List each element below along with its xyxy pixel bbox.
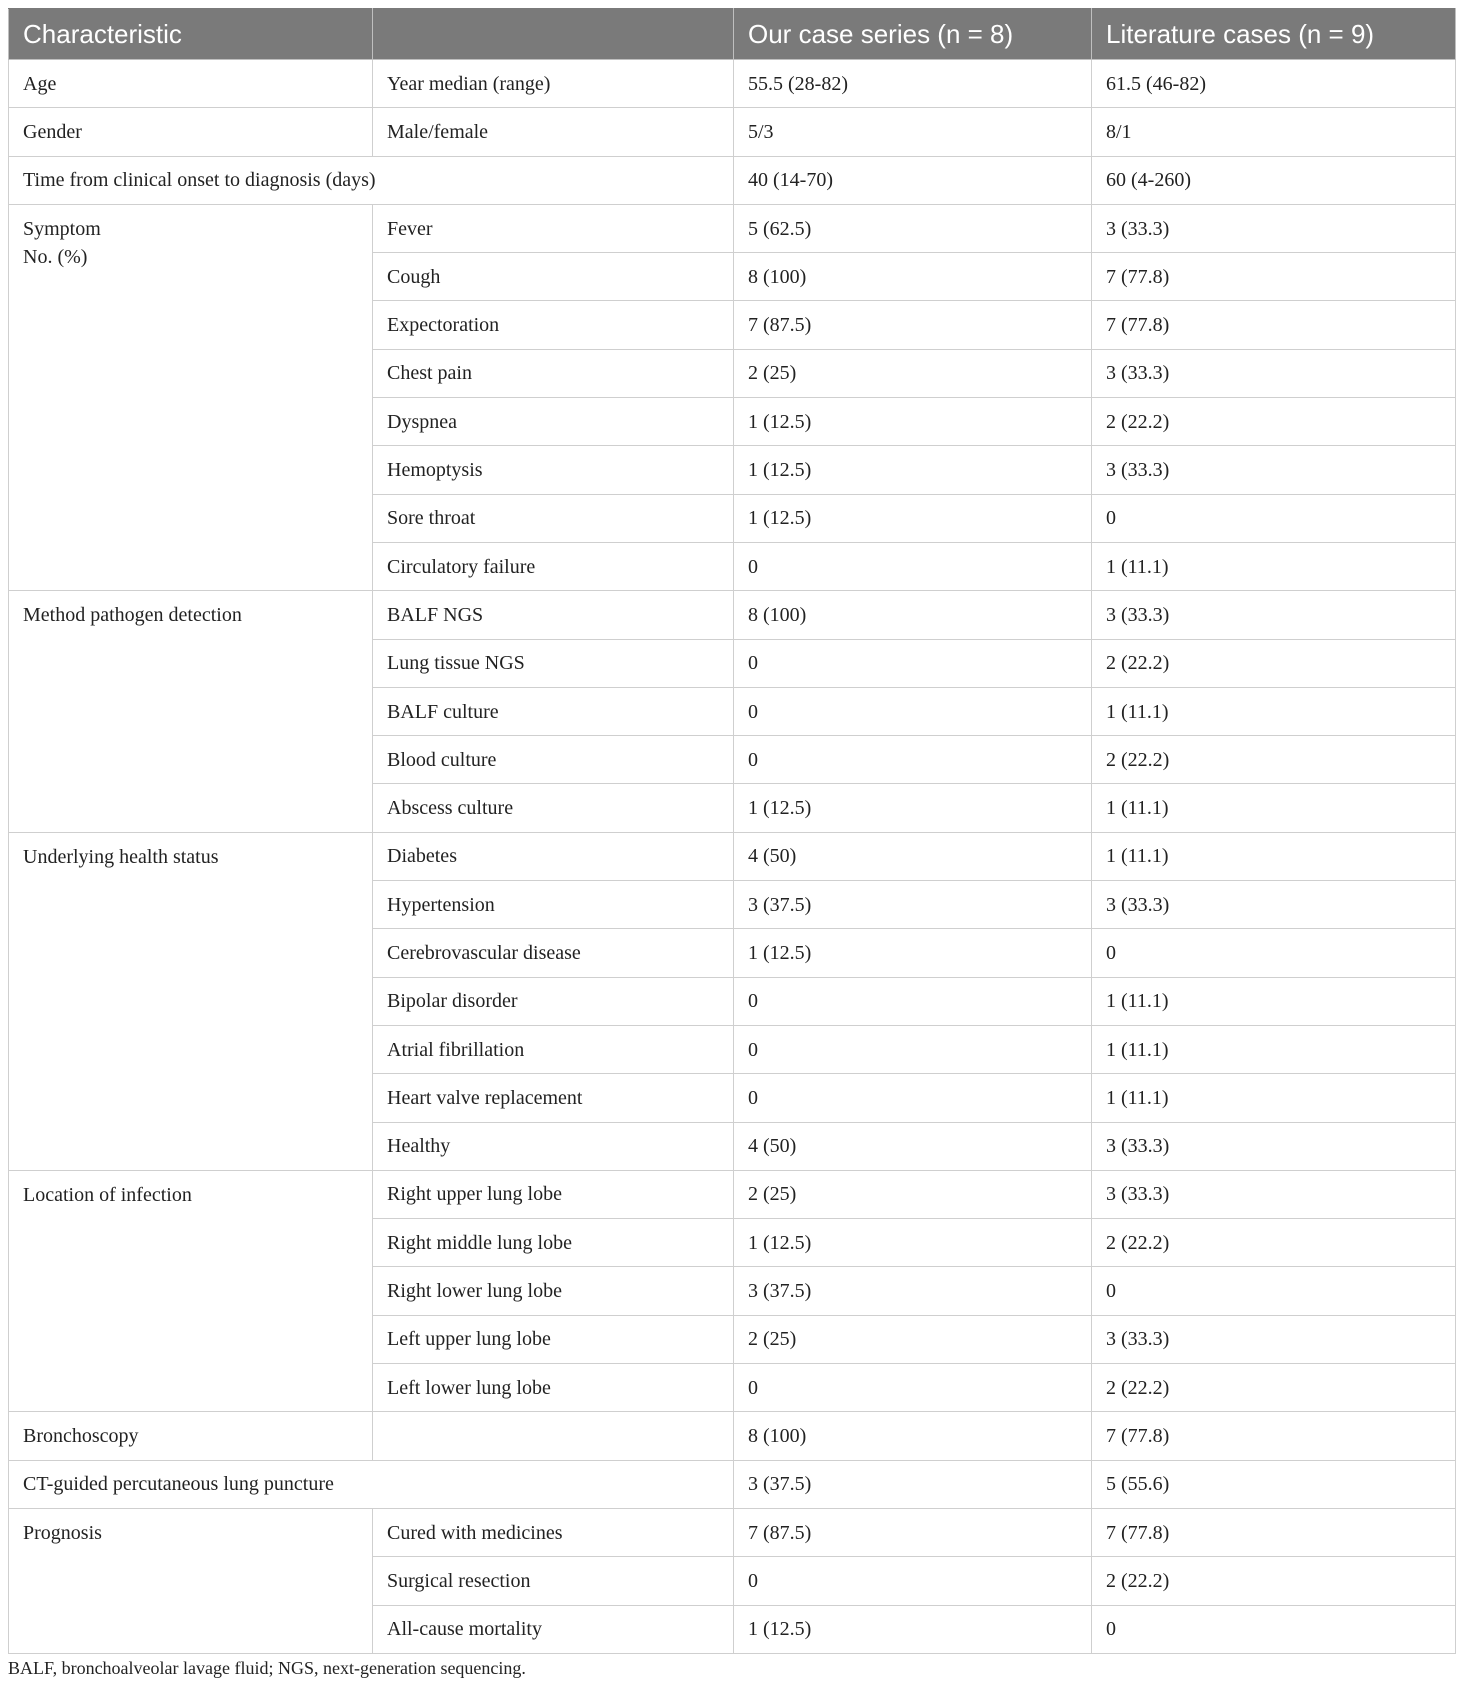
cell-our-case-series: 0 xyxy=(734,1074,1092,1122)
row-subcategory: Male/female xyxy=(373,108,734,156)
row-subcategory: Hypertension xyxy=(373,881,734,929)
table-row xyxy=(9,1508,1456,1556)
row-subcategory: Sore throat xyxy=(373,494,734,542)
row-subcategory: Chest pain xyxy=(373,349,734,397)
cell-our-case-series: 4 (50) xyxy=(734,832,1092,880)
cell-literature-cases: 61.5 (46-82) xyxy=(1092,60,1456,108)
header-characteristic: Characteristic xyxy=(9,9,373,60)
cell-our-case-series: 0 xyxy=(734,1025,1092,1073)
row-subcategory: Healthy xyxy=(373,1122,734,1170)
cell-literature-cases: 3 (33.3) xyxy=(1092,446,1456,494)
cell-literature-cases: 3 (33.3) xyxy=(1092,591,1456,639)
cell-our-case-series: 3 (37.5) xyxy=(734,1460,1092,1508)
cell-literature-cases: 1 (11.1) xyxy=(1092,784,1456,832)
row-subcategory xyxy=(373,1412,734,1460)
cell-our-case-series: 5 (62.5) xyxy=(734,204,1092,252)
cell-literature-cases: 3 (33.3) xyxy=(1092,1170,1456,1218)
table-row xyxy=(9,832,1456,880)
row-subcategory: Hemoptysis xyxy=(373,446,734,494)
cell-our-case-series: 1 (12.5) xyxy=(734,446,1092,494)
row-subcategory: Atrial fibrillation xyxy=(373,1025,734,1073)
row-group-label: Location of infection xyxy=(9,1170,373,1411)
cell-literature-cases: 0 xyxy=(1092,494,1456,542)
cell-literature-cases: 2 (22.2) xyxy=(1092,1557,1456,1605)
cell-literature-cases: 1 (11.1) xyxy=(1092,687,1456,735)
row-subcategory: Year median (range) xyxy=(373,60,734,108)
cell-our-case-series: 8 (100) xyxy=(734,591,1092,639)
cell-literature-cases: 7 (77.8) xyxy=(1092,253,1456,301)
row-subcategory: Circulatory failure xyxy=(373,542,734,590)
cell-our-case-series: 0 xyxy=(734,542,1092,590)
cell-our-case-series: 0 xyxy=(734,639,1092,687)
cell-our-case-series: 2 (25) xyxy=(734,1170,1092,1218)
row-group-label: Time from clinical onset to diagnosis (days) xyxy=(9,156,734,204)
row-subcategory: Cerebrovascular disease xyxy=(373,929,734,977)
cell-literature-cases: 3 (33.3) xyxy=(1092,881,1456,929)
cell-our-case-series: 8 (100) xyxy=(734,253,1092,301)
cell-literature-cases: 3 (33.3) xyxy=(1092,204,1456,252)
cell-our-case-series: 1 (12.5) xyxy=(734,1605,1092,1653)
cell-literature-cases: 2 (22.2) xyxy=(1092,1219,1456,1267)
header-subcategory xyxy=(373,9,734,60)
row-subcategory: Abscess culture xyxy=(373,784,734,832)
table-row xyxy=(9,60,1456,108)
cell-literature-cases: 0 xyxy=(1092,1605,1456,1653)
table-row xyxy=(9,1412,1456,1460)
row-subcategory: Fever xyxy=(373,204,734,252)
row-group-label: Prognosis xyxy=(9,1508,373,1653)
cell-our-case-series: 4 (50) xyxy=(734,1122,1092,1170)
row-subcategory: Cough xyxy=(373,253,734,301)
row-group-label: Method pathogen detection xyxy=(9,591,373,832)
row-subcategory: BALF culture xyxy=(373,687,734,735)
table-header-row xyxy=(9,9,1456,60)
row-group-label: Symptom No. (%) xyxy=(9,204,373,590)
cell-literature-cases: 1 (11.1) xyxy=(1092,542,1456,590)
table-row xyxy=(9,156,1456,204)
row-subcategory: All-cause mortality xyxy=(373,1605,734,1653)
row-group-label: Underlying health status xyxy=(9,832,373,1170)
cell-our-case-series: 2 (25) xyxy=(734,349,1092,397)
cell-literature-cases: 1 (11.1) xyxy=(1092,977,1456,1025)
row-group-label: Age xyxy=(9,60,373,108)
table-row xyxy=(9,108,1456,156)
row-subcategory: Lung tissue NGS xyxy=(373,639,734,687)
row-subcategory: Expectoration xyxy=(373,301,734,349)
characteristics-table xyxy=(8,8,1456,1654)
cell-literature-cases: 2 (22.2) xyxy=(1092,1364,1456,1412)
row-subcategory: Right upper lung lobe xyxy=(373,1170,734,1218)
cell-our-case-series: 7 (87.5) xyxy=(734,301,1092,349)
row-subcategory: Cured with medicines xyxy=(373,1508,734,1556)
cell-our-case-series: 0 xyxy=(734,687,1092,735)
cell-our-case-series: 1 (12.5) xyxy=(734,1219,1092,1267)
cell-literature-cases: 3 (33.3) xyxy=(1092,349,1456,397)
cell-literature-cases: 1 (11.1) xyxy=(1092,1025,1456,1073)
cell-our-case-series: 0 xyxy=(734,736,1092,784)
cell-literature-cases: 8/1 xyxy=(1092,108,1456,156)
row-subcategory: Right lower lung lobe xyxy=(373,1267,734,1315)
table-row xyxy=(9,591,1456,639)
cell-literature-cases: 7 (77.8) xyxy=(1092,1412,1456,1460)
row-subcategory: Blood culture xyxy=(373,736,734,784)
cell-literature-cases: 60 (4-260) xyxy=(1092,156,1456,204)
header-our-case-series: Our case series (n = 8) xyxy=(734,9,1092,60)
row-subcategory: Dyspnea xyxy=(373,398,734,446)
cell-our-case-series: 55.5 (28-82) xyxy=(734,60,1092,108)
cell-our-case-series: 0 xyxy=(734,977,1092,1025)
cell-our-case-series: 7 (87.5) xyxy=(734,1508,1092,1556)
table-row xyxy=(9,204,1456,252)
row-subcategory: Left lower lung lobe xyxy=(373,1364,734,1412)
cell-our-case-series: 1 (12.5) xyxy=(734,929,1092,977)
cell-literature-cases: 2 (22.2) xyxy=(1092,639,1456,687)
cell-our-case-series: 8 (100) xyxy=(734,1412,1092,1460)
row-subcategory: BALF NGS xyxy=(373,591,734,639)
cell-our-case-series: 3 (37.5) xyxy=(734,881,1092,929)
cell-our-case-series: 1 (12.5) xyxy=(734,398,1092,446)
table-body xyxy=(9,60,1456,1654)
cell-our-case-series: 2 (25) xyxy=(734,1315,1092,1363)
row-subcategory: Heart valve replacement xyxy=(373,1074,734,1122)
table-row xyxy=(9,1460,1456,1508)
cell-our-case-series: 1 (12.5) xyxy=(734,784,1092,832)
table-container xyxy=(8,8,1455,1654)
cell-our-case-series: 5/3 xyxy=(734,108,1092,156)
cell-literature-cases: 7 (77.8) xyxy=(1092,1508,1456,1556)
row-group-label: Bronchoscopy xyxy=(9,1412,373,1460)
row-subcategory: Surgical resection xyxy=(373,1557,734,1605)
row-subcategory: Diabetes xyxy=(373,832,734,880)
row-subcategory: Left upper lung lobe xyxy=(373,1315,734,1363)
row-group-label: CT-guided percutaneous lung puncture xyxy=(9,1460,734,1508)
cell-our-case-series: 0 xyxy=(734,1557,1092,1605)
row-subcategory: Bipolar disorder xyxy=(373,977,734,1025)
cell-our-case-series: 3 (37.5) xyxy=(734,1267,1092,1315)
cell-literature-cases: 5 (55.6) xyxy=(1092,1460,1456,1508)
cell-literature-cases: 2 (22.2) xyxy=(1092,398,1456,446)
cell-literature-cases: 1 (11.1) xyxy=(1092,1074,1456,1122)
cell-literature-cases: 0 xyxy=(1092,929,1456,977)
cell-our-case-series: 0 xyxy=(734,1364,1092,1412)
table-footnote: BALF, bronchoalveolar lavage fluid; NGS, next-generation sequencing. xyxy=(8,1658,526,1678)
cell-literature-cases: 3 (33.3) xyxy=(1092,1315,1456,1363)
row-group-label: Gender xyxy=(9,108,373,156)
cell-our-case-series: 1 (12.5) xyxy=(734,494,1092,542)
cell-literature-cases: 3 (33.3) xyxy=(1092,1122,1456,1170)
row-subcategory: Right middle lung lobe xyxy=(373,1219,734,1267)
header-literature-cases: Literature cases (n = 9) xyxy=(1092,9,1456,60)
cell-literature-cases: 1 (11.1) xyxy=(1092,832,1456,880)
cell-literature-cases: 2 (22.2) xyxy=(1092,736,1456,784)
cell-literature-cases: 0 xyxy=(1092,1267,1456,1315)
cell-our-case-series: 40 (14-70) xyxy=(734,156,1092,204)
cell-literature-cases: 7 (77.8) xyxy=(1092,301,1456,349)
table-row xyxy=(9,1170,1456,1218)
